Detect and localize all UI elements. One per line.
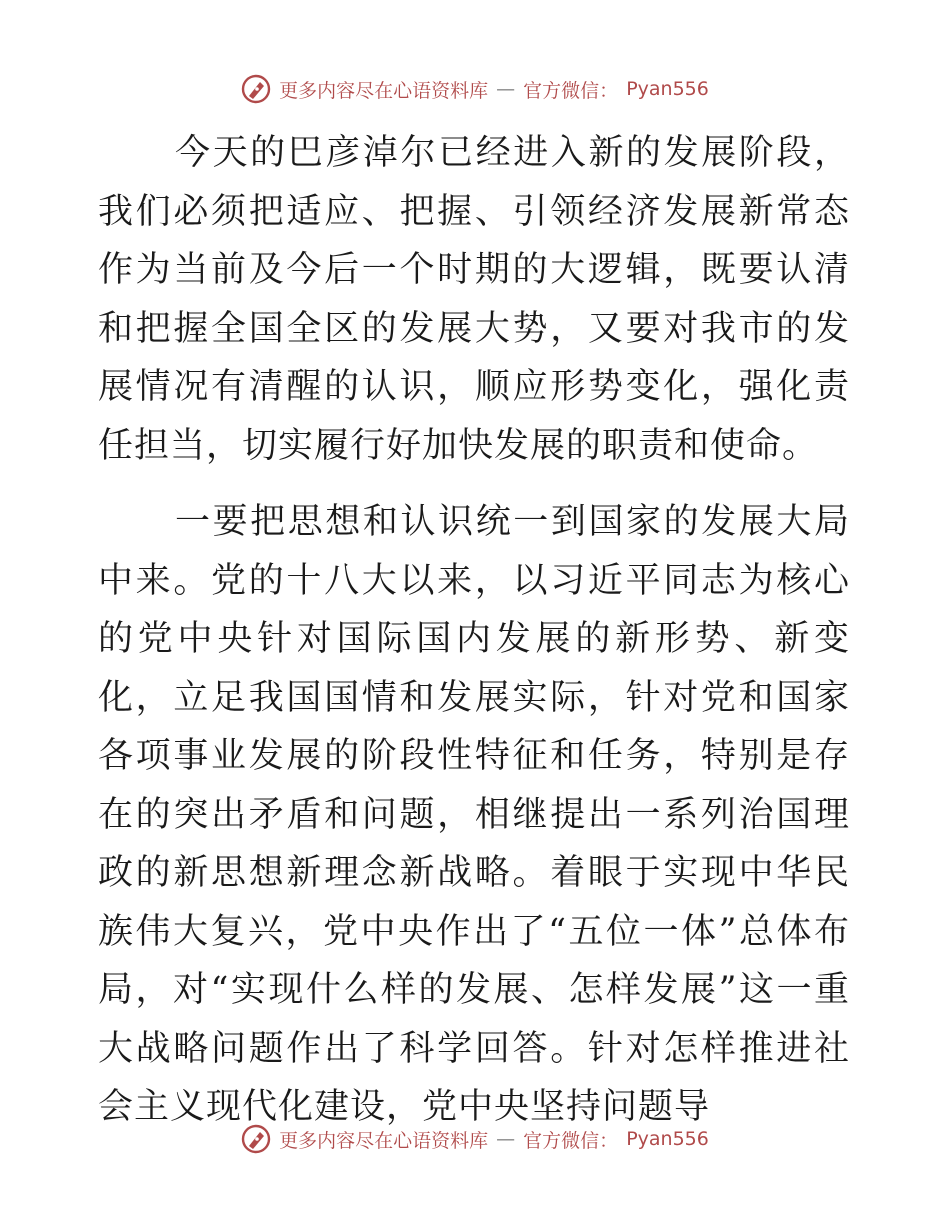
watermark-wechat-id: Pyan556 [626,78,709,100]
footer-watermark [0,1124,950,1154]
document-body [98,124,850,1137]
paragraph-1: 今天的巴彦淖尔已经进入新的发展阶段，我们必须把适应、把握、引领经济发展新常态作为当前及今后一个时期的大逻辑，既要认清和把握全国全区的发展大势，又要对我市的发展情况有清醒的认识，顺应形势变化，强化责任担当，切实履行好加快发展的职责和使命。 [98,133,850,466]
paragraph-2: 一要把思想和认识统一到国家的发展大局中来。党的十八大以来，以习近平同志为核心的党中央针对国际国内发展的新形势、新变化，立足我国国情和发展实际，针对党和国家各项事业发展的阶段性特征和任务，特别是存在的突出矛盾和问题，相继提出一系列治国理政的新思想新理念新战略。着眼于实现中华民族伟大复兴，党中央作出了“五位一体”总体布局，对“实现什么样的发展、怎样发展”这一重大战略问题作出了科学回答。针对怎样推进社会主义现代化建设，党中央坚持问题导 [98,502,850,1127]
watermark-site-text: 更多内容尽在心语资料库 [279,1129,489,1152]
pen-nib-logo-icon [241,74,271,104]
watermark-separator: — [496,78,516,100]
watermark-wechat-id: Pyan556 [626,1128,709,1150]
header-watermark [0,74,950,104]
watermark-wechat-label: 官方微信： [523,1129,619,1152]
watermark-separator: — [496,1128,516,1150]
pen-nib-logo-icon [241,1124,271,1154]
watermark-site-text: 更多内容尽在心语资料库 [279,79,489,102]
watermark-wechat-label: 官方微信： [523,79,619,102]
